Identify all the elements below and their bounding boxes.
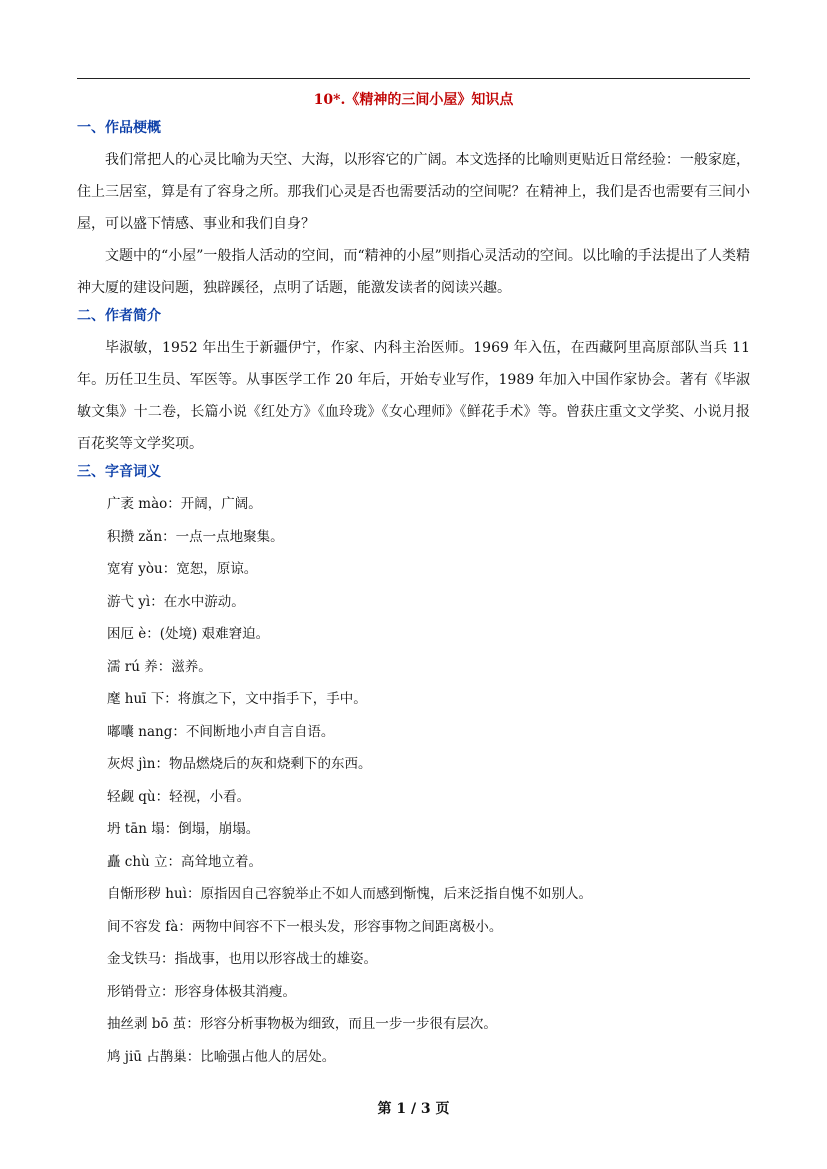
paragraph: 我们常把人的心灵比喻为天空、大海，以形容它的广阔。本文选择的比喻则更贴近日常经验：一般家庭，住上三居室，算是有了容身之所。那我们心灵是否也需要活动的空间呢？在精神上，我们是否也需要有三间小屋，可以盛下情感、事业和我们自身？	[77, 152, 750, 232]
list-item: 轻觑 qù：轻视，小看。	[107, 788, 251, 805]
section-author	[77, 306, 750, 460]
list-item: 坍 tān 塌：倒塌，崩塌。	[107, 821, 260, 837]
list-item: 麾 huī 下：将旗之下，文中指手下，手中。	[107, 691, 367, 707]
section-heading: 一、作品梗概	[77, 120, 161, 136]
document-body	[77, 118, 750, 1073]
list-item: 积攒 zǎn：一点一点地聚集。	[107, 528, 284, 545]
paragraph: 毕淑敏，1952 年出生于新疆伊宁，作家、内科主治医师。1969 年入伍，在西藏阿里高原部队当兵 11 年。历任卫生员、军医等。从事医学工作 20 年后，开始专业写作，1989 年加入中国作家协会。著有《毕淑敏文集》十二卷，长篇小说《红处方》《血玲珑》《女心理师》《鲜花手术》等。曾获庄重文文学奖、小说月报百花奖等文学奖项。	[77, 340, 750, 452]
list-item: 广袤 mào：开阔，广阔。	[107, 496, 262, 512]
section-heading: 三、字音词义	[77, 464, 161, 480]
header-rule	[77, 78, 750, 79]
page-title: 10*.《精神的三间小屋》知识点	[313, 92, 514, 108]
list-item: 金戈铁马：指战事，也用以形容战士的雄姿。	[107, 951, 377, 967]
paragraph: 文题中的“小屋”一般指人活动的空间，而“精神的小屋”则指心灵活动的空间。以比喻的手法提出了人类精神大厦的建设问题，独辟蹊径，点明了话题，能激发读者的阅读兴趣。	[77, 248, 750, 296]
list-item: 间不容发 fà：两物中间容不下一根头发，形容事物之间距离极小。	[107, 918, 503, 935]
list-item: 濡 rú 养：滋养。	[107, 658, 212, 675]
list-item: 困厄 è：(处境) 艰难窘迫。	[107, 626, 270, 642]
section-synopsis	[77, 118, 750, 304]
vocab-list	[77, 488, 750, 1073]
page-number: 第 1 / 3 页	[377, 1101, 450, 1117]
list-item: 宽宥 yòu：宽恕，原谅。	[107, 561, 258, 577]
section-heading: 二、作者简介	[77, 308, 161, 324]
list-item: 鸠 jiū 占鹊巢：比喻强占他人的居处。	[107, 1048, 336, 1065]
list-item: 矗 chù 立：高耸地立着。	[107, 853, 263, 870]
list-item: 抽丝剥 bō 茧：形容分析事物极为细致，而且一步一步很有层次。	[107, 1016, 497, 1032]
list-item: 形销骨立：形容身体极其消瘦。	[107, 983, 296, 1000]
list-item: 游弋 yì：在水中游动。	[107, 593, 245, 610]
section-vocabulary	[77, 462, 750, 1073]
list-item: 灰烬 jìn：物品燃烧后的灰和烧剩下的东西。	[107, 756, 372, 772]
list-item: 自惭形秽 huì：原指因自己容貌举止不如人而感到惭愧，后来泛指自愧不如别人。	[107, 886, 592, 902]
list-item: 嘟囔 nang：不间断地小声自言自语。	[107, 723, 335, 740]
